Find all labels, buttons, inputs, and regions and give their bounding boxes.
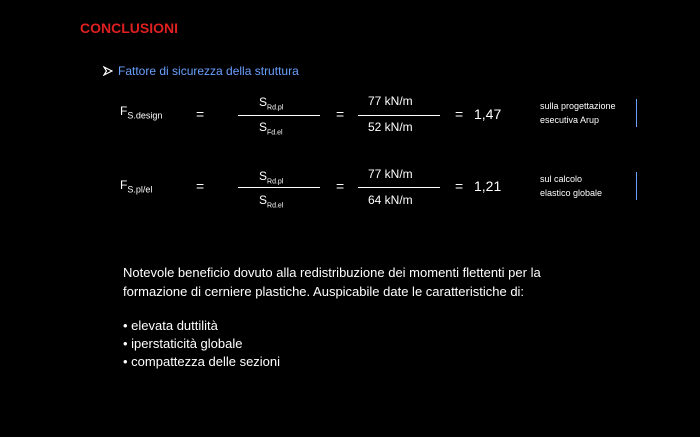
list-item-label: elevata duttilità	[131, 318, 218, 333]
list-item-label: iperstaticità globale	[131, 336, 243, 351]
factor-label	[120, 104, 162, 120]
note-line: sul calcolo	[540, 174, 583, 184]
list-item: • compattezza delle sezioni	[123, 354, 281, 369]
list-item-label: compattezza delle sezioni	[131, 354, 281, 369]
section-heading	[103, 64, 299, 78]
equals-sign: =	[196, 106, 205, 122]
result-value: 1,47	[474, 106, 502, 122]
numerator-symbol	[259, 95, 283, 111]
section-heading-label: Fattore di sicurezza della struttura	[118, 64, 299, 78]
numerator-subscript: Rd.pl	[267, 104, 284, 112]
denominator-symbol	[259, 193, 283, 209]
list-item: • elevata duttilità	[123, 318, 218, 333]
note-box	[540, 172, 637, 200]
denominator-main: S	[259, 193, 268, 207]
conclusion-paragraph: Notevole beneficio dovuto alla redistribuzione dei momenti flettenti per la formazione di cerniere plastiche. Auspicabile date le caratteristiche di:	[123, 265, 541, 299]
note-line: esecutiva Arup	[540, 115, 600, 125]
slide-title: CONCLUSIONI	[80, 20, 178, 36]
denominator-main: S	[259, 120, 268, 134]
arrow-bullet-icon	[103, 66, 113, 76]
numerator-subscript: Rd.pl	[267, 178, 284, 186]
result-value: 1,21	[474, 178, 502, 194]
numerator-symbol	[259, 169, 283, 185]
note-box	[540, 99, 637, 127]
factor-subscript: S.design	[127, 110, 163, 121]
fraction-line	[238, 115, 320, 116]
fraction-line	[358, 115, 440, 116]
denominator-subscript: Rd.el	[267, 202, 284, 210]
value-numerator: 77 kN/m	[368, 167, 413, 181]
equals-sign: =	[455, 106, 464, 122]
numerator-main: S	[259, 169, 268, 183]
factor-symbol: F	[120, 104, 128, 118]
factor-subscript: S.pl/el	[127, 184, 153, 195]
fraction-line	[358, 187, 440, 188]
note-line: sulla progettazione	[540, 101, 616, 111]
factor-symbol: F	[120, 178, 128, 192]
denominator-symbol	[259, 120, 283, 136]
equals-sign: =	[336, 106, 345, 122]
characteristics-list	[123, 317, 280, 371]
equals-sign: =	[196, 178, 205, 194]
value-numerator: 77 kN/m	[368, 94, 413, 108]
value-denominator: 52 kN/m	[368, 120, 413, 134]
note-line: elastico globale	[540, 188, 603, 198]
equals-sign: =	[336, 178, 345, 194]
numerator-main: S	[259, 95, 268, 109]
value-denominator: 64 kN/m	[368, 193, 413, 207]
fraction-line	[238, 187, 320, 188]
list-item: • iperstaticità globale	[123, 336, 243, 351]
equals-sign: =	[455, 178, 464, 194]
factor-label	[120, 178, 152, 194]
denominator-subscript: Fd.el	[267, 129, 283, 137]
